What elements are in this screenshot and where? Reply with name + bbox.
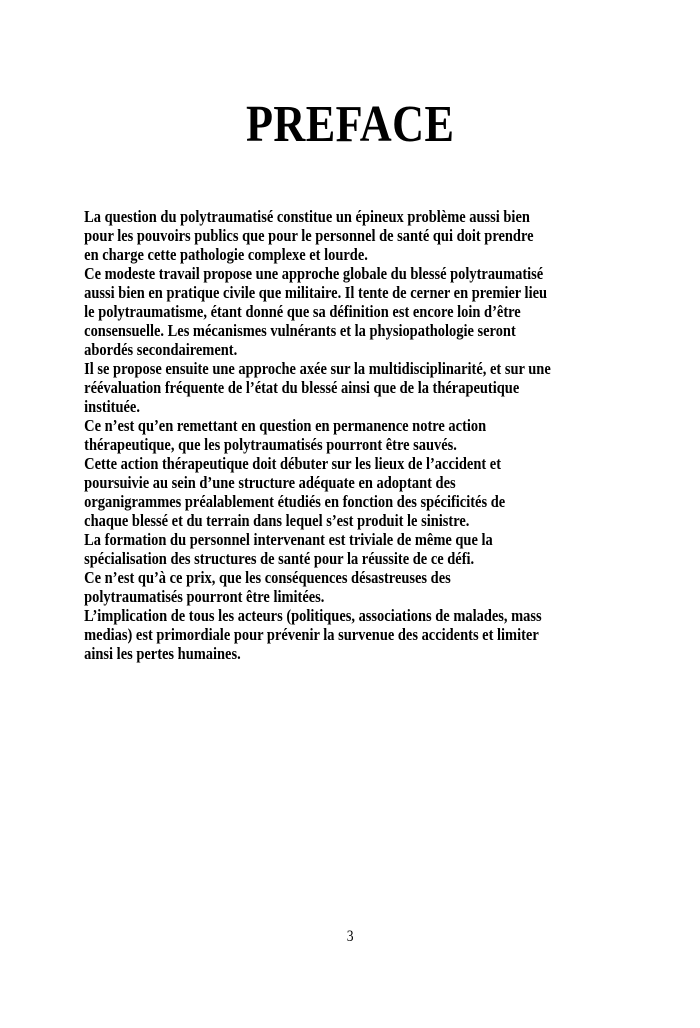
paragraph <box>84 416 551 454</box>
paragraph <box>84 454 551 530</box>
text-line: pour les pouvoirs publics que pour le personnel de santé qui doit prendre <box>84 226 534 245</box>
paragraph <box>84 207 551 264</box>
paragraph <box>84 359 551 416</box>
paragraph <box>84 530 551 568</box>
text-line: instituée. <box>84 397 140 416</box>
paragraph <box>84 606 551 663</box>
text-line: Ce n’est qu’en remettant en question en permanence notre action <box>84 416 487 435</box>
text-line: Il se propose ensuite une approche axée sur la multidisciplinarité, et sur une <box>84 359 551 378</box>
text-line: La question du polytraumatisé constitue un épineux problème aussi bien <box>84 207 530 226</box>
text-line: ainsi les pertes humaines. <box>84 644 241 663</box>
text-line: le polytraumatisme, étant donné que sa définition est encore loin d’être <box>84 302 521 321</box>
text-line: Ce modeste travail propose une approche globale du blessé polytraumatisé <box>84 264 544 283</box>
text-line: polytraumatisés pourront être limitées. <box>84 587 325 606</box>
text-line: spécialisation des structures de santé pour la réussite de ce défi. <box>84 549 475 568</box>
paragraph <box>84 264 551 359</box>
text-line: poursuivie au sein d’une structure adéquate en adoptant des <box>84 473 456 492</box>
text-line: abordés secondairement. <box>84 340 238 359</box>
preface-body <box>84 207 551 663</box>
text-line: La formation du personnel intervenant est triviale de même que la <box>84 530 493 549</box>
page-title: PREFACE <box>245 96 455 153</box>
text-line: en charge cette pathologie complexe et lourde. <box>84 245 368 264</box>
text-line: organigrammes préalablement étudiés en fonction des spécificités de <box>84 492 506 511</box>
text-line: thérapeutique, que les polytraumatisés pourront être sauvés. <box>84 435 457 454</box>
paragraph <box>84 568 551 606</box>
page-number: 3 <box>346 928 354 945</box>
text-line: medias) est primordiale pour prévenir la survenue des accidents et limiter <box>84 625 539 644</box>
text-line: Cette action thérapeutique doit débuter sur les lieux de l’accident et <box>84 454 502 473</box>
text-line: Ce n’est qu’à ce prix, que les conséquences désastreuses des <box>84 568 451 587</box>
text-line: consensuelle. Les mécanismes vulnérants et la physiopathologie seront <box>84 321 516 340</box>
text-line: L’implication de tous les acteurs (politiques, associations de malades, mass <box>84 606 542 625</box>
text-line: réévaluation fréquente de l’état du blessé ainsi que de la thérapeutique <box>84 378 520 397</box>
text-line: aussi bien en pratique civile que militaire. Il tente de cerner en premier lieu <box>84 283 548 302</box>
text-line: chaque blessé et du terrain dans lequel s’est produit le sinistre. <box>84 511 470 530</box>
